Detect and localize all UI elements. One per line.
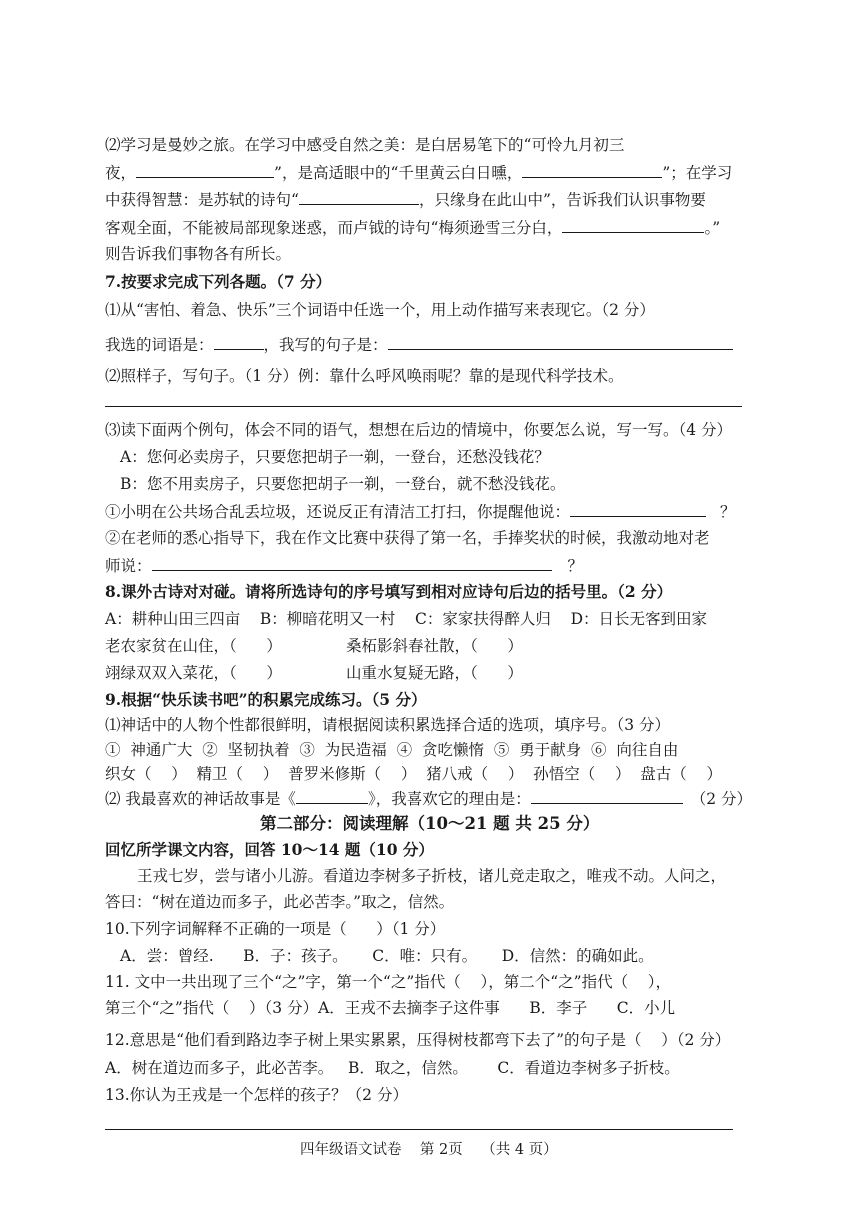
part2-intro: 回忆所学课文内容，回答 10～14 题（10 分） bbox=[105, 840, 434, 859]
q12-line2: A．树在道边而多子，此必苦李。 B．取之，信然。 C．看道边李树多子折枝。 bbox=[105, 1059, 680, 1077]
part2-heading: 第二部分：阅读理解（10～21 题 共 25 分） bbox=[260, 814, 600, 833]
q7-situation2: ②在老师的悉心指导下，我在作文比赛中获得了第一名，手捧奖状的时候，我激动地对老 bbox=[105, 529, 710, 547]
q8-row1-right: 桑柘影斜春社散，（ ） bbox=[346, 637, 523, 655]
q9-names: 织女（ ） 精卫（ ） 普罗米修斯（ ） 猪八戒（ ） 孙悟空（ ） 盘古（ ） bbox=[105, 765, 723, 783]
q7-part2: ⑵照样子，写句子。（1 分）例：靠什么呼风唤雨呢？靠的是现代科学技术。 bbox=[105, 367, 624, 385]
q7-part3: ⑶读下面两个例句，体会不同的语气，想想在后边的情境中，你要怎么说，写一写。（4 分） bbox=[105, 421, 733, 439]
q12-line1: 12.意思是“他们看到路边李子树上果实累累，压得树枝都弯下去了”的句子是（ ）（2 分） bbox=[105, 1031, 731, 1049]
q13-title: 13.你认为王戎是一个怎样的孩子？（2 分） bbox=[105, 1086, 408, 1104]
text: 我选的词语是： bbox=[105, 336, 214, 354]
sentence-blank[interactable] bbox=[388, 334, 733, 350]
q6-2-line5: 则告诉我们事物各有所长。 bbox=[105, 245, 292, 263]
word-blank[interactable] bbox=[214, 334, 264, 350]
q6-2-line1: ⑵学习是曼妙之旅。在学习中感受自然之美：是白居易笔下的“可怜九月初三 bbox=[105, 136, 625, 154]
text: ⑵ 我最喜欢的神话故事是《 bbox=[105, 790, 296, 808]
q8-row2-right: 山重水复疑无路，（ ） bbox=[346, 664, 523, 682]
q8-title: 8.课外古诗对对碰。请将所选诗句的序号填写到相对应诗句后边的括号里。（2 分） bbox=[105, 582, 673, 601]
text: 中获得智慧：是苏轼的诗句“ bbox=[105, 191, 299, 209]
q7-title: 7.按要求完成下列各题。（7 分） bbox=[105, 272, 332, 291]
q8-row2-left: 翊绿双双入菜花，（ ） bbox=[105, 664, 282, 682]
q7-part1: ⑴从“害怕、着急、快乐”三个词语中任选一个，用上动作描写来表现它。（2 分） bbox=[105, 301, 655, 319]
q9-part1: ⑴神话中的人物个性都很鲜明，请根据阅读积累选择合适的选项，填序号。（3 分） bbox=[105, 716, 671, 734]
answer-blank[interactable] bbox=[562, 217, 704, 233]
text: 。” bbox=[704, 219, 721, 237]
passage-line1: 王戎七岁，尝与诸小儿游。看道边李树多子折枝，诸儿竞走取之，唯戎不动。人问之， bbox=[137, 867, 727, 885]
text: 客观全面，不能被局部现象迷惑，而卢钺的诗句“梅须逊雪三分白， bbox=[105, 219, 563, 237]
q11-line2: 第三个“之”指代（ ）（3 分）A．王戎不去摘李子这件事 B．李子 C．小儿 bbox=[105, 999, 676, 1017]
q7-situation2-answer bbox=[105, 555, 583, 575]
q7-part1-answer bbox=[105, 334, 733, 354]
text: 师说： bbox=[105, 557, 152, 575]
q6-2-line3 bbox=[105, 189, 706, 209]
text: ？ bbox=[720, 503, 736, 521]
q7-example-a: A：您何必卖房子，只要您把胡子一剃，一登台，还愁没钱花？ bbox=[120, 448, 550, 466]
q10-options: A．尝：曾经. B．子：孩子。 C．唯：只有。 D．信然：的确如此。 bbox=[120, 947, 654, 965]
answer-blank[interactable] bbox=[152, 555, 552, 571]
story-blank[interactable] bbox=[296, 788, 368, 804]
answer-line[interactable] bbox=[105, 406, 742, 407]
q6-2-line4 bbox=[105, 217, 720, 237]
q9-choices: ① 神通广大 ② 坚韧执着 ③ 为民造福 ④ 贪吃懒惰 ⑤ 勇于献身 ⑥ 向往自由 bbox=[105, 741, 679, 759]
text: 》，我喜欢它的理由是： bbox=[367, 790, 531, 808]
answer-blank[interactable] bbox=[522, 162, 662, 178]
text: ，只缘身在此山中”，告诉我们认识事物要 bbox=[418, 191, 706, 209]
text: ”；在学习 bbox=[662, 164, 733, 182]
q8-row1-left: 老农家贫在山住，（ ） bbox=[105, 637, 282, 655]
q6-2-line2 bbox=[105, 162, 732, 182]
answer-blank[interactable] bbox=[299, 189, 419, 205]
q7-example-b: B：您不用卖房子，只要您把胡子一剃，一登台，就不愁没钱花。 bbox=[120, 475, 566, 493]
footer-divider bbox=[105, 1129, 733, 1130]
page-footer: 四年级语文试卷 第 2页 （共 4 页） bbox=[300, 1142, 558, 1158]
reason-blank[interactable] bbox=[531, 788, 683, 804]
passage-line2: 答曰：“树在道边而多子，此必苦李。”取之，信然。 bbox=[105, 893, 455, 911]
text: ，我写的句子是： bbox=[263, 336, 388, 354]
q10-title: 10.下列字词解释不正确的一项是（ ）（1 分） bbox=[105, 920, 446, 938]
text: （2 分） bbox=[690, 790, 752, 808]
text: ①小明在公共场合乱丢垃圾，还说反正有清洁工打扫，你提醒他说： bbox=[105, 503, 571, 521]
text: ？ bbox=[567, 557, 584, 575]
answer-blank[interactable] bbox=[136, 162, 274, 178]
answer-blank[interactable] bbox=[570, 501, 706, 517]
text: 夜， bbox=[105, 164, 137, 182]
q11-line1: 11. 文中一共出现了三个“之”字，第一个“之”指代（ ），第二个“之”指代（ ）， bbox=[105, 973, 672, 991]
q7-situation1 bbox=[105, 501, 736, 521]
q8-options: A：耕种山田三四亩 B：柳暗花明又一村 C：家家扶得醉人归 D：日长无客到田家 bbox=[105, 610, 707, 628]
q9-part2 bbox=[105, 788, 752, 808]
text: ”，是高适眼中的“千里黄云白日曛， bbox=[274, 164, 523, 182]
q9-title: 9.根据“快乐读书吧”的积累完成练习。（5 分） bbox=[105, 690, 427, 709]
